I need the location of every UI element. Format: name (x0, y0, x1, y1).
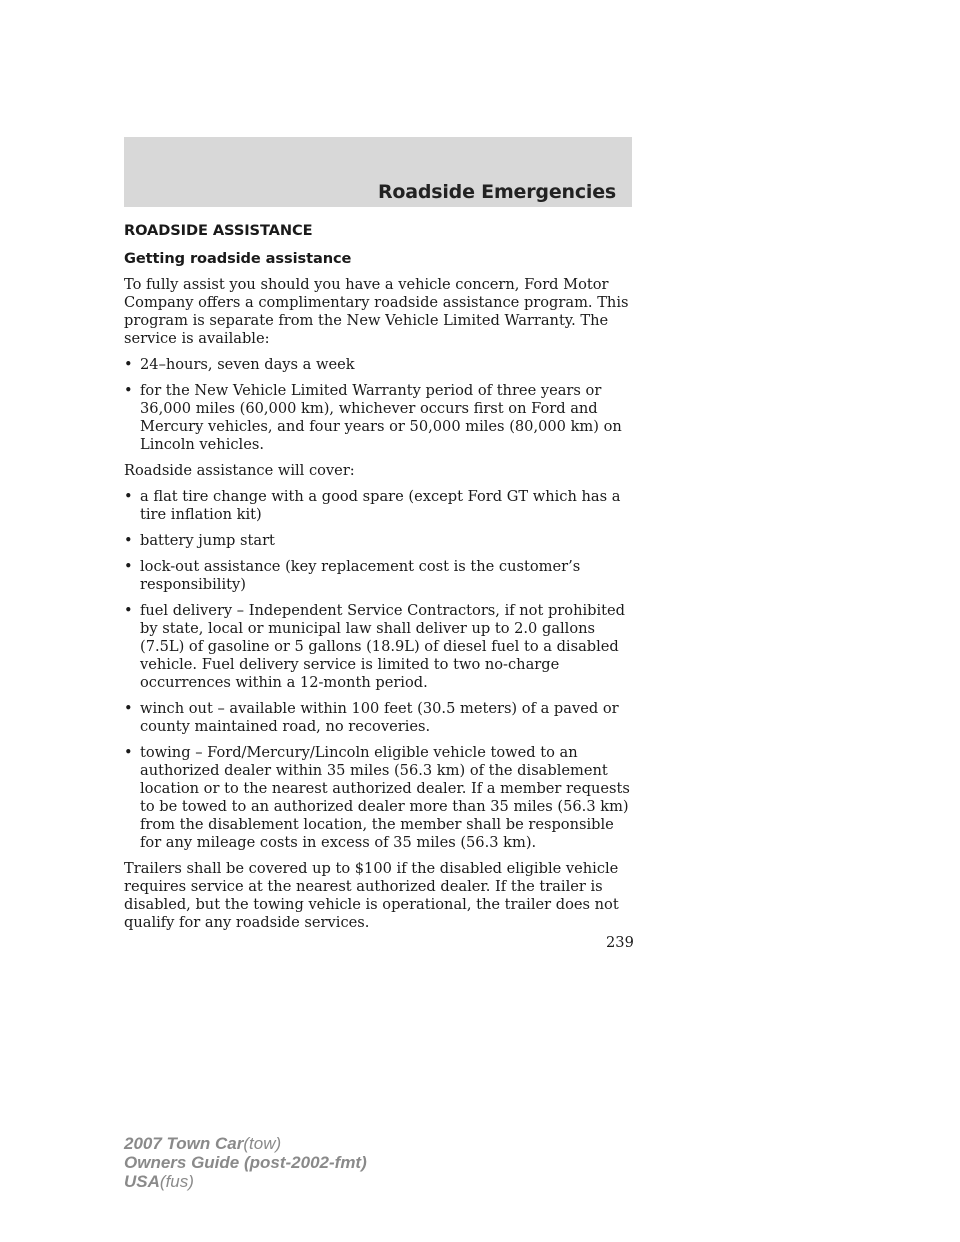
bullet-icon: • (124, 532, 133, 549)
section-title: Roadside Emergencies (377, 181, 616, 203)
section-header-band (124, 137, 632, 207)
trailers-paragraph: Trailers shall be covered up to $100 if the disabled eligible vehicle requires service at the nearest authorized dealer. If the trailer is disabled, but the towing vehicle is operational, the trailer does not qualify for any roadside services. (124, 860, 619, 931)
footer-line-2: Owners Guide (post-2002-fmt) (124, 1153, 367, 1172)
footer-line-1: 2007 Town Car(tow) (124, 1134, 282, 1153)
bullet-icon: • (124, 602, 133, 619)
bullet-icon: • (124, 744, 133, 761)
availability-list (124, 356, 636, 454)
list-item: • battery jump start (124, 532, 275, 549)
list-item: • fuel delivery – Independent Service Contractors, if not prohibited by state, local or municipal law shall deliver up to 2.0 gallons (7.5L) of gasoline or 5 gallons (18.9L) of diesel fuel to a disabled vehicle. Fuel delivery service is limited to two no-charge occurrences within a 12-month period. (124, 602, 625, 691)
bullet-icon: • (124, 558, 133, 575)
intro-paragraph: To fully assist you should you have a vehicle concern, Ford Motor Company offers a complimentary roadside assistance program. This program is separate from the New Vehicle Limited Warranty. The service is available: (124, 276, 629, 347)
bullet-icon: • (124, 382, 133, 399)
bullet-icon: • (124, 488, 133, 505)
subheading: Getting roadside assistance (124, 250, 352, 267)
list-item: • 24–hours, seven days a week (124, 356, 355, 373)
list-item: • lock-out assistance (key replacement cost is the customer’s responsibility) (124, 558, 581, 593)
bullet-icon: • (124, 700, 133, 717)
list-item: • towing – Ford/Mercury/Lincoln eligible vehicle towed to an authorized dealer within 35 miles (56.3 km) of the disablement location or to the nearest authorized dealer. If a member requests to be towed to an authorized dealer more than 35 miles (56.3 km) from the disablement location, the member shall be responsible for any mileage costs in excess of 35 miles (56.3 km). (124, 744, 630, 851)
footer-line-3: USA(fus) (124, 1172, 194, 1191)
page-number: 239 (606, 934, 634, 951)
list-item: • winch out – available within 100 feet (30.5 meters) of a paved or county maintained road, no recoveries. (124, 700, 619, 735)
bullet-icon: • (124, 356, 133, 373)
coverage-intro: Roadside assistance will cover: (124, 462, 355, 479)
coverage-list (124, 488, 636, 852)
page-heading: ROADSIDE ASSISTANCE (124, 222, 313, 239)
page-content (124, 222, 636, 940)
document-footer (124, 1134, 367, 1191)
list-item: • for the New Vehicle Limited Warranty period of three years or 36,000 miles (60,000 km), whichever occurs first on Ford and Mercury vehicles, and four years or 50,000 miles (80,000 km) on Lincoln vehicles. (124, 382, 622, 453)
list-item: • a flat tire change with a good spare (except Ford GT which has a tire inflation kit) (124, 488, 621, 523)
